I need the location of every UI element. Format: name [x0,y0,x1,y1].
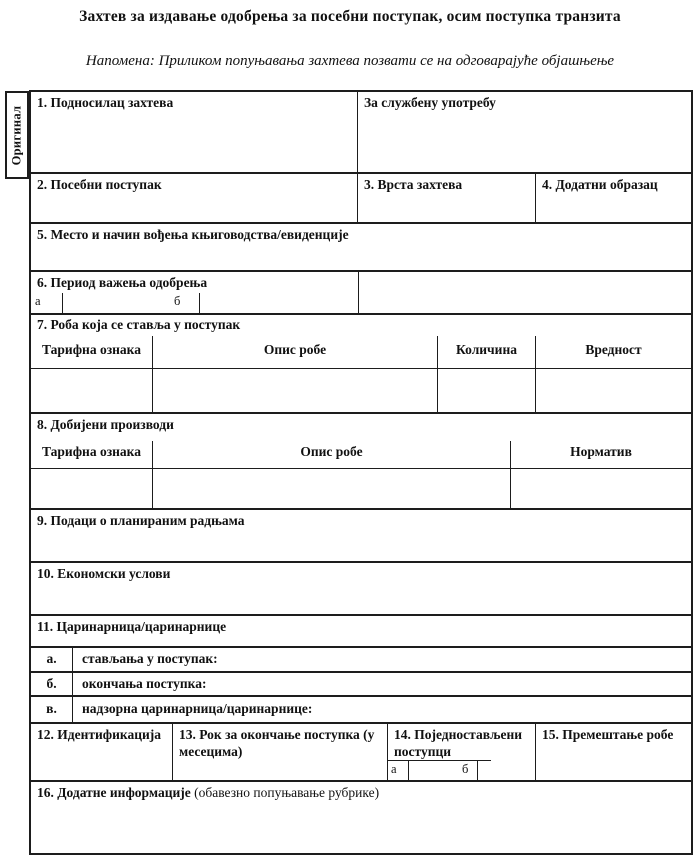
original-copy-tab [5,91,29,179]
field-6-validity-period [31,272,358,313]
field-3-label: 3. Врста захтева [364,177,463,192]
cell-8-tariff-empty [31,469,152,508]
official-use-label: За службену употребу [364,95,496,110]
row-1 [31,92,691,172]
field-11b-discharge-office: окончања поступка: [72,673,691,695]
field-6b-cell [170,293,200,313]
field-13-label: 13. Рок за окончање поступка (у месецима) [179,727,375,759]
field-6-label: 6. Период важења одобрења [37,275,208,290]
row-7-headers [31,336,691,368]
row-11a [31,646,691,671]
row-2 [31,172,691,222]
field-6a-label: а [35,294,41,308]
field-1-label: 1. Подносилац захтева [37,95,174,110]
field-6-right-empty-cell [358,272,691,313]
field-8-processed-products [31,414,691,441]
field-16-additional-information [31,782,691,853]
field-11a-letter: а. [46,651,57,667]
field-1-applicant [31,92,357,172]
form-note: Напомена: Приликом попуњавања захтева позвати се на одговарајуће објашњење [85,53,615,69]
field-10-economic-conditions [31,563,691,614]
cell-7-description-empty [152,369,437,412]
field-14-sub-row [388,760,491,780]
row-8-headers [31,441,691,468]
field-7-label: 7. Роба која се ставља у поступак [37,317,241,332]
field-6a-cell [31,293,63,313]
row-8-data [31,468,691,508]
field-7-goods-entering [31,315,691,336]
field-2-special-procedure [31,174,357,222]
row-8-title [31,412,691,441]
row-16 [31,780,691,853]
row-7-data [31,368,691,412]
row-11b [31,671,691,695]
field-11v-supervising-office: надзорна царинарница/царинарнице: [72,697,691,722]
col-8-tariff-code: Тарифна ознака [42,444,141,459]
field-13-discharge-period [172,724,387,780]
row-5 [31,222,691,270]
row-10 [31,561,691,614]
field-3-request-type [357,174,535,222]
col-7-goods-description: Опис робе [152,336,437,368]
field-12-identification [31,724,172,780]
row-11-title [31,614,691,646]
field-6b-value-cell [200,293,358,313]
field-11a-placement-office: стављања у поступак: [72,648,691,671]
field-16-label: 16. Додатне информације [37,785,191,800]
field-6-sub-row [31,293,358,313]
field-10-label: 10. Економски услови [37,566,171,581]
cell-7-tariff-empty [31,369,152,412]
field-9-planned-activities [31,510,691,561]
field-5-label: 5. Место и начин вођења књиговодства/евиденције [37,227,349,242]
field-5-bookkeeping [31,224,691,270]
field-14b-label: б [462,762,469,776]
field-2-label: 2. Посебни поступак [37,177,162,192]
row-9 [31,508,691,561]
field-6b-label: б [174,294,181,308]
field-14b-value-cell [478,761,491,780]
field-11b-letter: б. [46,675,57,691]
cell-8-yield-empty [510,469,691,508]
col-8-rate-of-yield: Норматив [510,441,691,468]
field-14b-cell [459,761,478,780]
field-14-label: 14. Поједностављени поступци [394,727,523,759]
col-8-goods-description: Опис робе [152,441,510,468]
field-14-simplified-procedures [387,724,535,780]
field-14a-label: а [391,762,397,776]
cell-7-quantity-empty [437,369,535,412]
field-11v-letter: в. [46,701,57,717]
cell-8-description-empty [152,469,510,508]
field-11-customs-offices [31,616,691,646]
field-9-label: 9. Подаци о планираним радњама [37,513,245,528]
field-16-note: (обавезно попуњавање рубрике) [194,785,380,800]
field-14a-value-cell [409,761,459,780]
field-12-label: 12. Идентификација [37,727,162,742]
field-6a-value-cell [63,293,170,313]
row-7-title [31,313,691,336]
form-table [29,90,693,855]
form-title: Захтев за издавање одобрења за посебни поступак, осим поступка транзита [79,8,621,25]
field-15-movement-of-goods [535,724,691,780]
row-12-15 [31,722,691,780]
field-14a-cell [388,761,409,780]
field-8-label: 8. Добијени производи [37,417,174,432]
col-7-quantity: Количина [437,336,535,368]
field-4-additional-form [535,174,691,222]
col-7-tariff-code: Тарифна ознака [42,342,141,357]
col-7-value: Вредност [535,336,691,368]
row-6 [31,270,691,313]
field-11-label: 11. Царинарница/царинарнице [37,619,227,634]
field-official-use [357,92,691,172]
field-4-label: 4. Додатни образац [542,177,658,192]
original-copy-label: Оригинал [9,105,24,165]
row-11v [31,695,691,722]
field-15-label: 15. Премештање робе [542,727,674,742]
cell-7-value-empty [535,369,691,412]
